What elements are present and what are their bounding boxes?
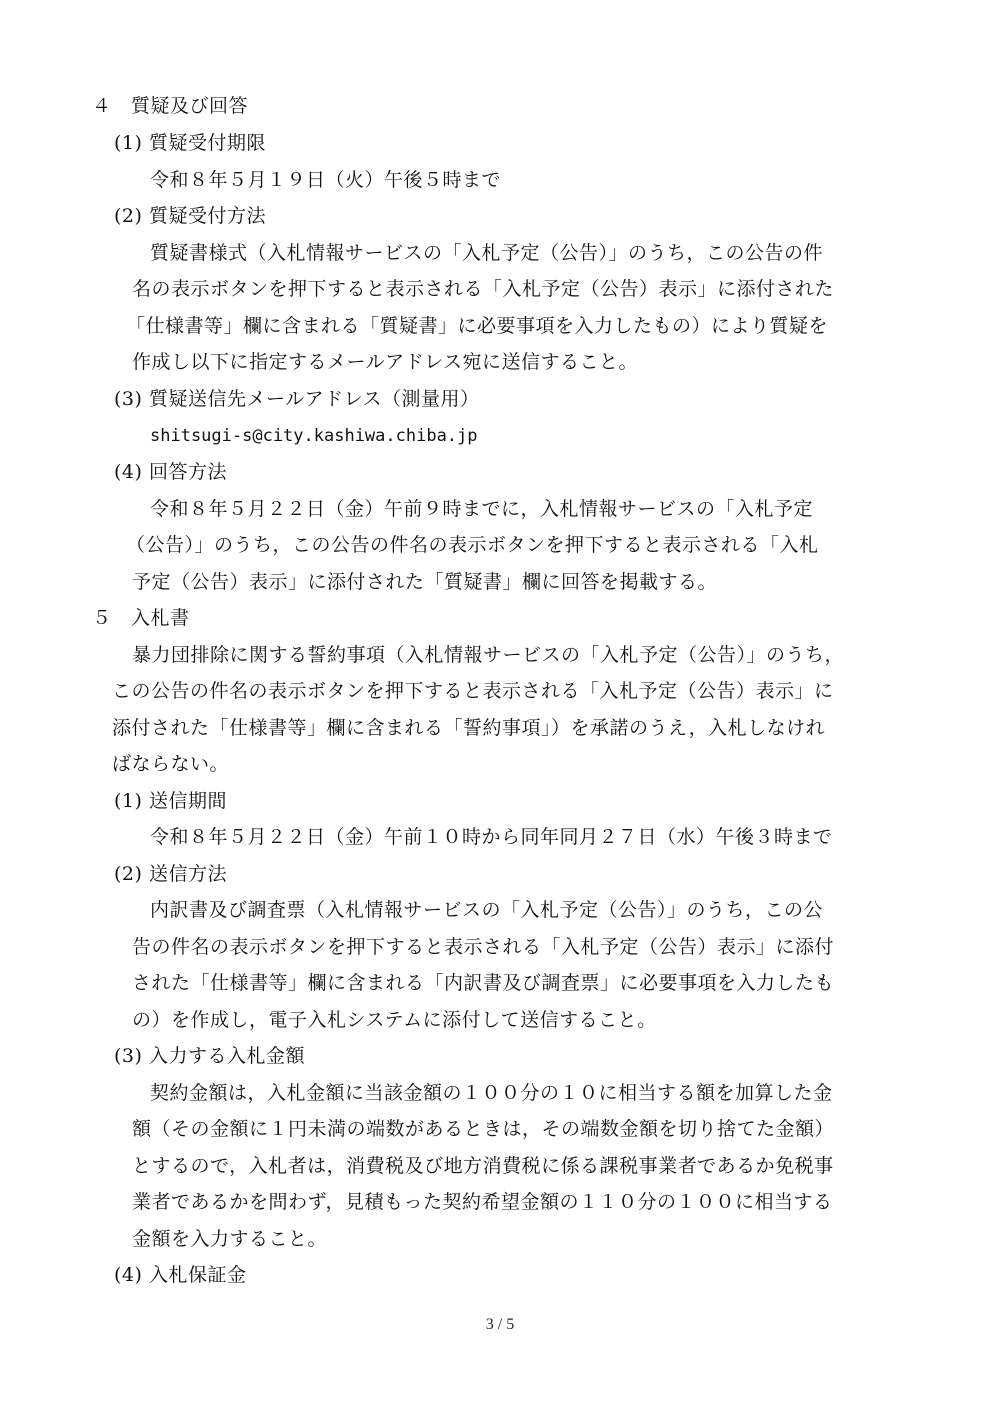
paragraph-line: 告の件名の表示ボタンを押下すると表示される「入札予定（公告）表示」に添付 — [132, 936, 835, 958]
paragraph-line: の）を作成し，電子入札システムに添付して送信すること。 — [132, 1009, 657, 1031]
paragraph-line: （公告）」のうち，この公告の件名の表示ボタンを押下すると表示される「入札 — [126, 534, 819, 556]
paragraph-line: された「仕様書等」欄に含まれる「内訳書及び調査票」に必要事項を入力したも — [132, 972, 835, 994]
paragraph-line: 令和８年５月２２日（金）午前１０時から同年同月２７日（水）午後３時まで — [150, 826, 833, 848]
paragraph-line: 暴力団排除に関する誓約事項（入札情報サービスの「入札予定（公告）」のうち， — [132, 644, 845, 666]
subsection-heading: (3) 入力する入札金額 — [114, 1045, 305, 1067]
subsection-heading: (2) 質疑受付方法 — [114, 205, 266, 227]
subsection-heading: (1) 送信期間 — [114, 790, 227, 812]
paragraph-line: 名の表示ボタンを押下すると表示される「入札予定（公告）表示」に添付された — [132, 278, 835, 300]
paragraph-line: 令和８年５月１９日（火）午後５時まで — [150, 169, 502, 191]
paragraph-line: この公告の件名の表示ボタンを押下すると表示される「入札予定（公告）表示」に — [112, 680, 834, 702]
paragraph-line: 内訳書及び調査票（入札情報サービスの「入札予定（公告）」のうち，この公 — [150, 899, 824, 921]
subsection-heading: (2) 送信方法 — [114, 863, 227, 885]
subsection-heading: (3) 質疑送信先メールアドレス（測量用） — [114, 388, 480, 410]
paragraph-line: ばならない。 — [112, 753, 230, 775]
subsection-heading: (1) 質疑受付期限 — [114, 132, 266, 154]
paragraph-line: とするので，入札者は，消費税及び地方消費税に係る課税事業者であるか免税事 — [132, 1155, 834, 1177]
paragraph-line: 業者であるかを問わず，見積もった契約希望金額の１１０分の１００に相当する — [132, 1191, 833, 1213]
email-address: shitsugi-s@city.kashiwa.chiba.jp — [150, 426, 478, 446]
paragraph-line: 予定（公告）表示」に添付された「質疑書」欄に回答を掲載する。 — [132, 571, 718, 593]
paragraph-line: 金額を入力すること。 — [132, 1228, 328, 1250]
paragraph-line: 令和８年５月２２日（金）午前９時までに，入札情報サービスの「入札予定 — [150, 498, 814, 520]
paragraph-line: 作成し以下に指定するメールアドレス宛に送信すること。 — [132, 351, 639, 373]
page-number: 3 / 5 — [485, 1316, 515, 1333]
section-heading: ４ 質疑及び回答 — [92, 95, 249, 117]
section-heading: ５ 入札書 — [92, 607, 190, 629]
subsection-heading: (4) 入札保証金 — [114, 1264, 247, 1286]
paragraph-line: 額（その金額に１円未満の端数があるときは，その端数金額を切り捨てた金額） — [132, 1118, 835, 1140]
subsection-heading: (4) 回答方法 — [114, 461, 227, 483]
paragraph-line: 添付された「仕様書等」欄に含まれる「誓約事項」）を承諾のうえ，入札しなけれ — [112, 717, 826, 739]
paragraph-line: 「仕様書等」欄に含まれる「質疑書」に必要事項を入力したもの）により質疑を — [126, 315, 829, 337]
paragraph-line: 質疑書様式（入札情報サービスの「入札予定（公告）」のうち，この公告の件 — [150, 242, 824, 264]
paragraph-line: 契約金額は，入札金額に当該金額の１００分の１０に相当する額を加算した金 — [150, 1082, 833, 1104]
